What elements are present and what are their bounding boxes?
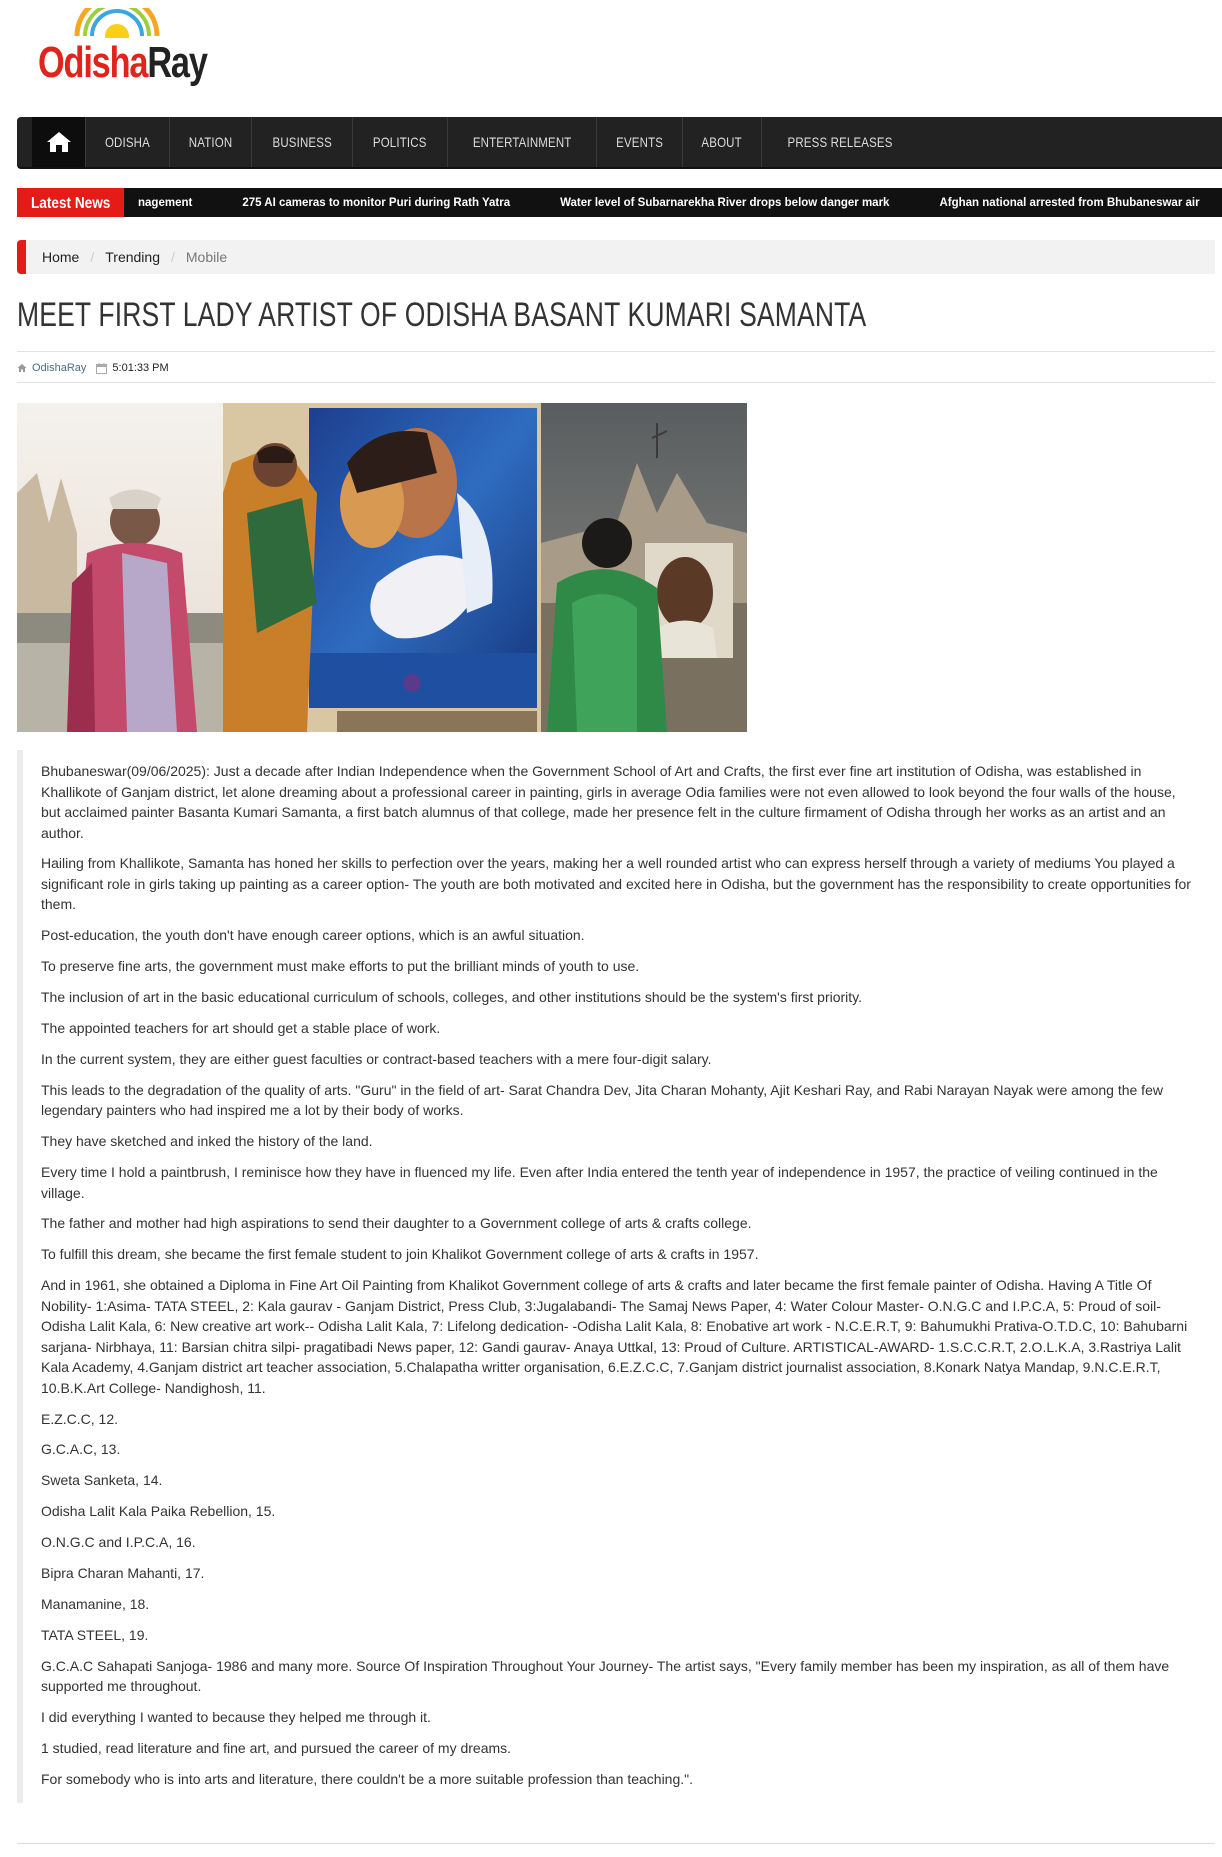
article-paragraph: G.C.A.C, 13.	[41, 1441, 121, 1458]
ticker-item[interactable]: Afghan national arrested from Bhubaneswar air	[939, 196, 1200, 209]
article-paragraph: I did everything I wanted to because they helped me through it.	[41, 1709, 431, 1726]
page-title: MEET FIRST LADY ARTIST OF ODISHA BASANT KUMARI SAMANTA	[17, 296, 867, 334]
article-paragraph: Every time I hold a paintbrush, I reminisce how they have in fluenced my life. Even after India entered the tenth year of independence in 1957, the practice of veiling continued in the village.	[41, 1164, 1158, 1201]
logo-wordmark: OdishaRay	[38, 38, 207, 87]
breadcrumb-mobile: Mobile	[185, 249, 228, 265]
article-paragraph: Hailing from Khallikote, Samanta has honed her skills to perfection over the years, making her a well rounded artist who can express herself through a variety of mediums You played a significant role in girls taking up painting as a career option- The youth are both motivated and excited here in Odisha, but the government has the responsibility to create opportunities for them.	[41, 855, 1191, 913]
latest-news-label: Latest News	[17, 188, 124, 217]
article-hero-image	[17, 403, 747, 732]
breadcrumb-accent	[17, 240, 26, 274]
calendar-icon	[96, 363, 107, 374]
article-paragraph: 1 studied, read literature and fine art, and pursued the career of my dreams.	[41, 1739, 512, 1756]
article-paragraph: E.Z.C.C, 12.	[41, 1410, 119, 1427]
breadcrumb-trending[interactable]: Trending	[105, 249, 160, 265]
author-link[interactable]: OdishaRay	[32, 362, 87, 374]
nav-item-nation[interactable]: NATION	[170, 117, 252, 167]
nav-home-button[interactable]	[32, 117, 86, 167]
article-paragraph: To fulfill this dream, she became the first female student to join Khalikot Government college of arts & crafts in 1957.	[41, 1246, 759, 1263]
nav-item-events[interactable]: EVENTS	[597, 117, 683, 167]
article-paragraph: Post-education, the youth don't have enough career options, which is an awful situation.	[41, 927, 585, 944]
article-paragraph: G.C.A.C Sahapati Sanjoga- 1986 and many more. Source Of Inspiration Throughout Your Journey- The artist says, "Every family member has been my inspiration, as all of them have supported me throughout.	[41, 1657, 1170, 1695]
article-paragraph: And in 1961, she obtained a Diploma in Fine Art Oil Painting from Khalikot Government college of arts & crafts and later became the first female painter of Odisha. Having A Title Of Nobility- 1:Asima- TATA STEEL, 2: Kala gaurav - Ganjam District, Press Club, 3:Jugalabandi- The Samaj News Paper, 4: Water Colour Master- O.N.G.C and I.P.C.A, 5: Proud of soil- Odisha Lalit Kala, 6: New creative art work-- Odisha Lalit Kala, 7: Lifelong dedication- -Odisha Lalit Kala, 8: Enobative art work - N.C.E.R.T, 9: Bahumukhi Prativa-O.T.D.C, 10: Bahubarni sarjana- Nirbhaya, 11: Barsian chitra silpi- pragatibadi News paper, 12: Gandi gaurav- Anaya Uttkal, 13: Proud of Culture. ARTISTICAL-AWARD- 1.S.C.C.R.T, 2.O.L.K.A, 3.Rastriya Lalit Kala Academy, 4.Ganjam district art teacher association, 5.Chalapatha writter organisation, 6.E.Z.C.C, 7.Ganjam district journalist association, 8.Konark Natya Mandap, 9.N.C.E.R.T, 10.B.K.Art College- Nandighosh, 11.	[41, 1277, 1188, 1396]
article-paragraph: To preserve fine arts, the government must make efforts to put the brilliant minds of youth to use.	[41, 958, 640, 975]
nav-item-odisha[interactable]: ODISHA	[86, 117, 170, 167]
article-paragraph: Odisha Lalit Kala Paika Rebellion, 15.	[41, 1503, 276, 1520]
article-paragraph: They have sketched and inked the history of the land.	[41, 1133, 373, 1150]
divider	[17, 351, 1215, 352]
article-body	[17, 750, 1215, 1803]
breadcrumb-home[interactable]: Home	[42, 249, 80, 265]
breadcrumb	[17, 240, 1215, 274]
nav-item-business[interactable]: BUSINESS	[252, 117, 353, 167]
breadcrumb-separator: /	[171, 249, 175, 265]
latest-news-ticker	[17, 188, 1222, 217]
article-paragraph: Manamanine, 18.	[41, 1595, 150, 1612]
ticker-item[interactable]: nagement	[138, 196, 193, 209]
article-paragraph: For somebody who is into arts and literature, there couldn't be a more suitable profession than teaching.".	[41, 1770, 694, 1787]
sun-icon	[72, 8, 162, 38]
ticker-track	[124, 188, 1222, 217]
divider	[17, 1843, 1215, 1844]
nav-item-about[interactable]: ABOUT	[683, 117, 761, 167]
ticker-item[interactable]: Water level of Subarnarekha River drops below danger mark	[560, 196, 890, 209]
article-paragraph: Bhubaneswar(09/06/2025): Just a decade after Indian Independence when the Government School of Art and Crafts, the first ever fine art institution of Odisha, was established in Khallikote of Ganjam district, let alone dreaming about a professional career in painting, girls in average Odia families were not even allowed to look beyond the four walls of the house, but acclaimed painter Basanta Kumari Samanta, a first batch alumnus of that college, made her presence felt in the culture firmament of Odisha through her works as an artist and an author.	[41, 763, 1176, 841]
article-paragraph: The inclusion of art in the basic educational curriculum of schools, colleges, and other institutions should be the system's first priority.	[41, 989, 863, 1006]
home-small-icon	[17, 363, 27, 373]
home-icon	[46, 130, 72, 154]
article-paragraph: The father and mother had high aspirations to send their daughter to a Government college of arts & crafts college.	[41, 1215, 752, 1232]
article-paragraph: Bipra Charan Mahanti, 17.	[41, 1565, 205, 1582]
article-paragraph: The appointed teachers for art should get a stable place of work.	[41, 1019, 441, 1036]
article-paragraph: In the current system, they are either guest faculties or contract-based teachers with a mere four-digit salary.	[41, 1050, 712, 1067]
site-logo[interactable]	[38, 8, 207, 88]
article-paragraph: This leads to the degradation of the quality of arts. "Guru" in the field of art- Sarat Chandra Dev, Jita Charan Mohanty, Ajit Keshari Ray, and Rabi Narayan Nayak were among the few legendary painters who had inspired me a lot by their body of works.	[41, 1081, 1163, 1119]
ticker-item[interactable]: 275 AI cameras to monitor Puri during Rath Yatra	[242, 196, 511, 209]
divider	[17, 382, 1215, 383]
main-nav	[17, 117, 1222, 169]
article-paragraph: Sweta Sanketa, 14.	[41, 1472, 163, 1489]
publish-time: 5:01:33 PM	[112, 362, 169, 374]
nav-item-entertainment[interactable]: ENTERTAINMENT	[448, 117, 597, 167]
article-meta	[17, 362, 169, 374]
nav-item-politics[interactable]: POLITICS	[353, 117, 447, 167]
breadcrumb-separator: /	[90, 249, 95, 265]
nav-item-press-releases[interactable]: PRESS RELEASES	[787, 134, 893, 150]
article-paragraph: O.N.G.C and I.P.C.A, 16.	[41, 1534, 196, 1551]
article-paragraph: TATA STEEL, 19.	[41, 1626, 149, 1643]
